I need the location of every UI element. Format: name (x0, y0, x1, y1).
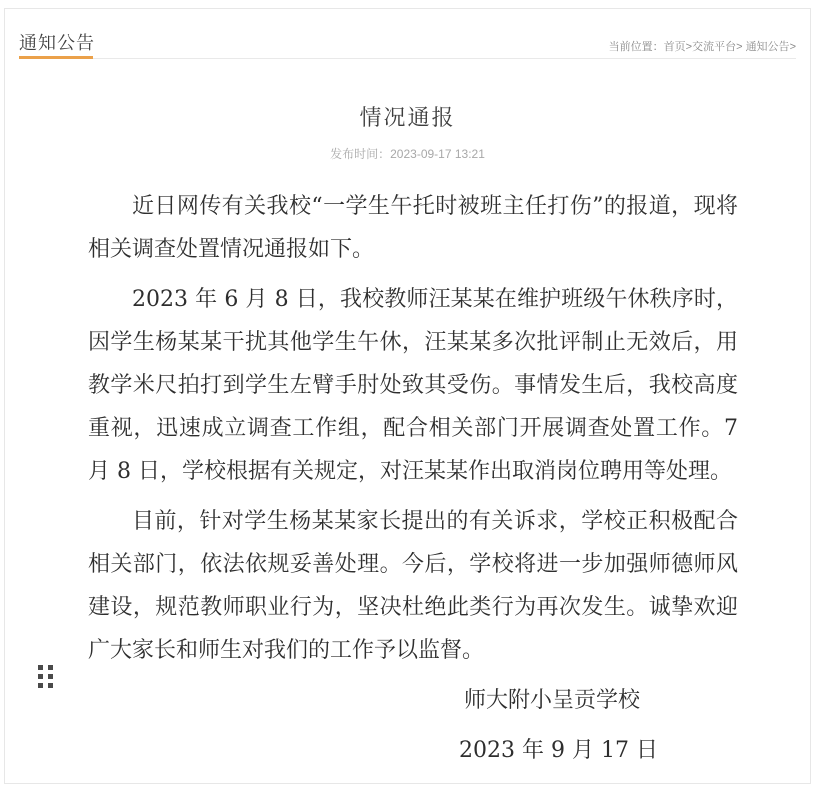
signature-school-name: 师大附小呈贡学校 (463, 688, 640, 713)
breadcrumb-separator: > (789, 41, 796, 53)
section-title: 通知公告 (19, 33, 95, 53)
article-paragraph: 2023 年 6 月 8 日，我校教师汪某某在维护班级午休秩序时，因学生杨某某干扰其他学生午休，汪某某多次批评制止无效后，用教学米尺拍打到学生左臂手肘处致其受伤。事情发生后，我校高度重视，迅速成立调查工作组，配合相关部门开展调查处置工作。7 月 8 日，学校根据有关规定，对汪某某作出取消岗位聘用等处理。 (88, 287, 738, 484)
article-title: 情况通报 (359, 105, 456, 130)
article-paragraph: 目前，针对学生杨某某家长提出的有关诉求，学校正积极配合相关部门，依法依规妥善处理。今后，学校将进一步加强师德师风建设，规范教师职业行为，坚决杜绝此类行为再次发生。诚挚欢迎广大家长和师生对我们的工作予以监督。 (88, 509, 738, 663)
article-body (88, 185, 738, 772)
header-accent-underline (19, 56, 93, 59)
header-divider (19, 58, 796, 59)
breadcrumb-link-notices[interactable]: 通知公告 (745, 41, 790, 53)
breadcrumb-prefix: 当前位置： (608, 41, 664, 53)
breadcrumb (609, 38, 796, 54)
content-panel (4, 8, 811, 784)
breadcrumb-link-home[interactable]: 首页 (663, 41, 686, 53)
breadcrumb-link-exchange-platform[interactable]: 交流平台 (692, 41, 737, 53)
publish-time: 发布时间：2023-09-17 13:21 (330, 147, 485, 161)
breadcrumb-separator: > (685, 41, 693, 53)
drag-handle-dots-icon[interactable] (38, 665, 53, 688)
signature-date: 2023 年 9 月 17 日 (459, 738, 658, 763)
article-paragraph: 近日网传有关我校“一学生午托时被班主任打伤”的报道，现将相关调查处置情况通报如下。 (88, 194, 738, 262)
breadcrumb-separator: > (736, 41, 746, 53)
